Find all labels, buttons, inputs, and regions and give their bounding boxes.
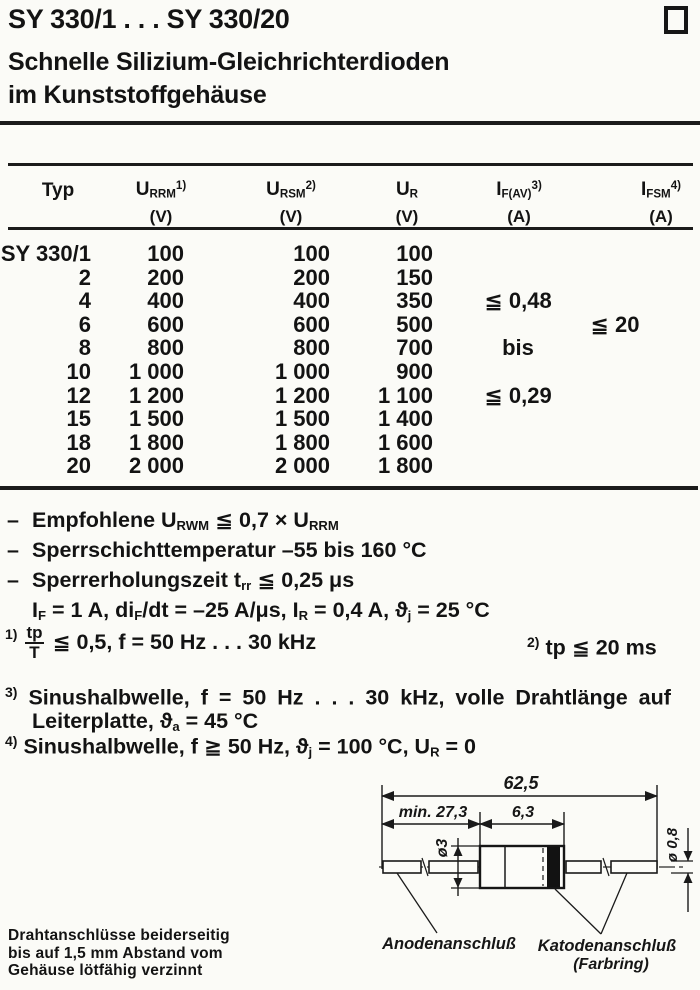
- cell-ur: 150: [396, 264, 433, 290]
- subtitle-line-1: Schnelle Silizium-Gleichrichterdioden: [8, 48, 450, 76]
- cell-urrm: 1 500: [128, 406, 184, 432]
- cell-ur: 1 600: [377, 429, 433, 455]
- footnote-3: [5, 681, 671, 739]
- arrow-down: [684, 851, 693, 861]
- col-header-ur: UR (V): [395, 178, 419, 227]
- dim-body-dia-label: ø3: [434, 838, 451, 858]
- cell-typ: 12: [66, 382, 91, 408]
- footnote-1: [5, 624, 316, 661]
- cell-ursm: 1 000: [274, 358, 330, 384]
- subtitle-line-2: im Kunststoffgehäuse: [8, 81, 267, 109]
- package-dimension-drawing: [333, 770, 695, 978]
- page-subtitle: [8, 46, 449, 112]
- cell-urrm: 100: [147, 241, 184, 266]
- dim-lead-dia-label: ø 0,8: [664, 827, 681, 863]
- note-test-conditions: IF = 1 A, diF/dt = –25 A/μs, IR = 0,4 A, ϑj = 25 °C: [32, 598, 490, 623]
- table-header-rule: [8, 227, 693, 230]
- table-row: [0, 360, 700, 384]
- table-row: [0, 384, 700, 408]
- arrow-up: [454, 846, 463, 856]
- col-unit-ifav: (A): [507, 207, 531, 227]
- solder-note-line-3: Gehäuse lötfähig verzinnt: [8, 962, 203, 979]
- note-junction-temp: – Sperrschichttemperatur –55 bis 160 °C: [7, 538, 427, 562]
- cell-ur: 900: [396, 358, 433, 384]
- cell-ur: 1 400: [377, 406, 433, 432]
- footnote-1-marker: 1): [5, 626, 18, 642]
- cell-ursm: 2 000: [274, 453, 330, 479]
- cell-ursm: 800: [293, 335, 330, 361]
- cell-urrm: 2 000: [128, 453, 184, 479]
- cell-ur: 1 100: [377, 382, 433, 408]
- subtitle-divider: [0, 121, 700, 125]
- footnote-4: $^{4)}$ Sinushalbwelle, f ≧ 50 Hz, ϑj = 100 °C, UR = 0: [5, 733, 476, 760]
- footnote-2-marker: 2): [527, 634, 540, 650]
- table-row: [0, 454, 700, 478]
- table-row: [0, 407, 700, 431]
- cathode-ring-label: (Farbring): [573, 956, 649, 973]
- page-title: SY 330/1 . . . SY 330/20: [8, 4, 290, 34]
- anode-leader-line: [397, 873, 437, 933]
- cell-ur: 500: [396, 311, 433, 337]
- footnote-3-line-2: Leiterplatte, ϑa = 45 °C: [32, 709, 259, 735]
- notes-list: [7, 505, 490, 625]
- footnote-2-text: tp ≦ 20 ms: [545, 635, 657, 660]
- cell-ursm: 600: [293, 311, 330, 337]
- cell-typ: 18: [66, 429, 91, 455]
- dim-body-length-label: 6,3: [511, 804, 535, 821]
- cell-ur: 1 800: [377, 453, 433, 479]
- table-row: [0, 336, 700, 360]
- dim-lead-min-label: min. 27,3: [398, 804, 468, 821]
- solder-note-line-2: bis auf 1,5 mm Abstand vom: [8, 944, 223, 962]
- table-body: [0, 242, 700, 478]
- cathode-label: Katodenanschluß: [537, 937, 677, 955]
- col-unit-ifsm: (A): [649, 207, 673, 227]
- table-row: [0, 242, 700, 266]
- cathode-leader-line: [601, 873, 627, 934]
- table-row: [0, 313, 700, 337]
- arrow-up: [684, 873, 693, 883]
- dim-overall-label: 62,5: [503, 773, 539, 793]
- cell-ur: 350: [396, 288, 433, 314]
- table-bottom-rule: [0, 486, 698, 490]
- cell-urrm: 600: [147, 311, 184, 337]
- cell-typ: 6: [78, 311, 91, 337]
- col-unit-ursm: (V): [279, 207, 303, 227]
- footnote-3-marker: 3): [5, 684, 18, 700]
- cell-urrm: 800: [147, 335, 184, 361]
- footnote-2: [527, 634, 657, 661]
- anode-lead-segment: [383, 861, 421, 873]
- cell-typ: 2: [78, 264, 91, 290]
- cell-urrm: 1 800: [128, 429, 184, 455]
- col-header-ifsm: IFSM$^{4)}$ (A): [640, 178, 682, 227]
- cell-urrm: 1 200: [128, 382, 184, 408]
- note-recovery-time: – Sperrerholungszeit trr ≦ 0,25 μs: [7, 568, 355, 593]
- footnote-4-marker: 4): [5, 733, 18, 749]
- footnote-1-text: ≦ 0,5, f = 50 Hz . . . 30 kHz: [52, 630, 317, 654]
- cell-typ: 20: [66, 453, 91, 479]
- cell-ifav: ≦ 0,29: [484, 382, 552, 408]
- cell-ifav: ≦ 0,48: [484, 288, 552, 314]
- cell-ifav: bis: [502, 335, 534, 361]
- cell-urrm: 1 000: [128, 358, 184, 384]
- cell-typ: SY 330/1: [0, 241, 91, 266]
- solder-note: [8, 927, 230, 980]
- cathode-leader-line: [555, 889, 601, 934]
- cathode-color-ring: [547, 847, 560, 887]
- cell-ursm: 100: [293, 241, 330, 266]
- table-top-rule: [8, 163, 693, 166]
- anode-label: Anodenanschluß: [382, 935, 516, 953]
- col-header-urrm: URRM$^{1)}$ (V): [135, 178, 187, 227]
- note-urwm: – Empfohlene URWM ≦ 0,7 × URRM: [7, 508, 339, 533]
- col-header-ifav: IF(AV)$^{3)}$ (A): [496, 178, 542, 227]
- cell-ursm: 200: [293, 264, 330, 290]
- cathode-lead-segment: [566, 861, 601, 873]
- cell-urrm: 200: [147, 264, 184, 290]
- col-header-ursm: URSM$^{2)}$ (V): [266, 178, 316, 227]
- table-row: [0, 266, 700, 290]
- tp-over-t-fraction: $\frac{tp}{T}$: [26, 623, 43, 662]
- cell-typ: 4: [78, 288, 91, 314]
- col-unit-ur: (V): [395, 207, 419, 227]
- cell-typ: 15: [66, 406, 91, 432]
- table-header-row: [0, 176, 700, 226]
- cell-ifsm: ≦ 20: [590, 311, 640, 337]
- cell-ursm: 1 200: [274, 382, 330, 408]
- cathode-lead-segment: [611, 861, 657, 873]
- anode-lead-segment: [429, 861, 478, 873]
- cell-ursm: 400: [293, 288, 330, 314]
- solder-note-line-1: Drahtanschlüsse beiderseitig: [8, 927, 230, 944]
- col-unit-urrm: (V): [149, 207, 173, 227]
- corner-square-icon: [664, 6, 688, 34]
- cell-typ: 10: [66, 358, 91, 384]
- arrow-down: [454, 878, 463, 888]
- cell-ursm: 1 500: [274, 406, 330, 432]
- cell-ursm: 1 800: [274, 429, 330, 455]
- footnote-3-line-1: $^{3)}$ Sinushalbwelle, f = 50 Hz . . . 30 kHz, volle Drahtlänge auf: [5, 684, 671, 710]
- cell-ur: 100: [396, 241, 433, 266]
- table-row: [0, 431, 700, 455]
- cell-urrm: 400: [147, 288, 184, 314]
- col-header-typ: Typ: [41, 180, 75, 201]
- cell-ur: 700: [396, 335, 433, 361]
- cell-typ: 8: [78, 335, 91, 361]
- table-row: [0, 289, 700, 313]
